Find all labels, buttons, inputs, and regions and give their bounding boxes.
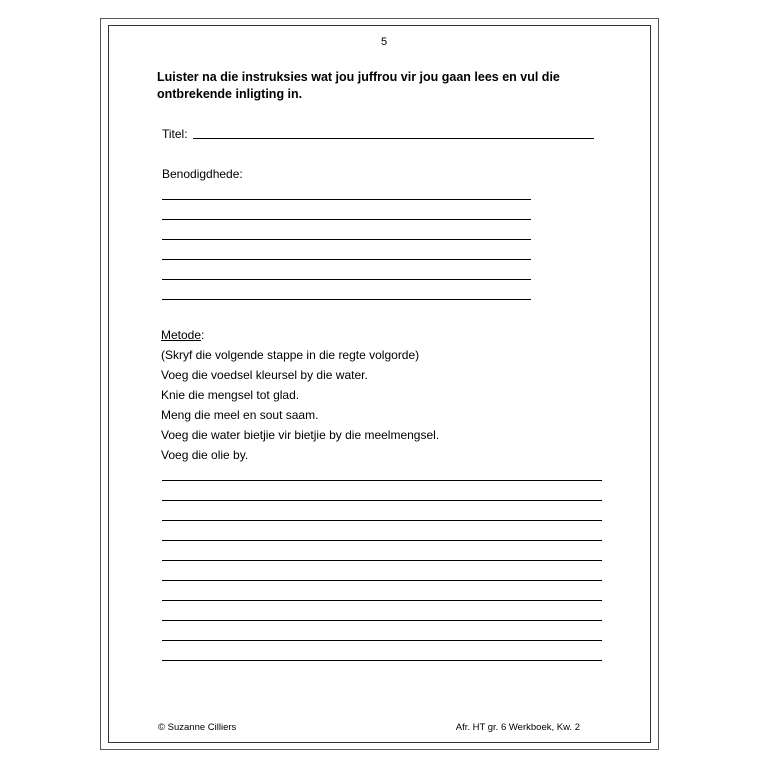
method-step: Meng die meel en sout saam.: [161, 408, 319, 422]
method-label: Metode: [161, 328, 202, 342]
ingredient-answer-line[interactable]: [162, 279, 531, 280]
method-colon: :: [201, 328, 205, 342]
footer-book-info: Afr. HT gr. 6 Werkboek, Kw. 2: [455, 722, 580, 733]
method-answer-line[interactable]: [162, 520, 602, 521]
ingredient-answer-line[interactable]: [162, 299, 531, 300]
ingredient-answer-line[interactable]: [162, 239, 531, 240]
method-answer-line[interactable]: [162, 640, 602, 641]
method-answer-line[interactable]: [162, 620, 602, 621]
method-answer-line[interactable]: [162, 540, 602, 541]
instruction-text: Luister na die instruksies wat jou juffrou vir jou gaan lees en vul die ontbrekende inligting in.: [157, 70, 560, 101]
method-answer-line[interactable]: [162, 660, 602, 661]
method-step: Voeg die water bietjie vir bietjie by die meelmengsel.: [161, 428, 440, 442]
title-answer-line[interactable]: [193, 138, 594, 139]
page-inner-border: [108, 25, 651, 743]
footer-copyright: © Suzanne Cilliers: [158, 722, 237, 733]
ingredient-answer-line[interactable]: [162, 259, 531, 260]
title-label: Titel:: [162, 127, 188, 141]
method-answer-line[interactable]: [162, 600, 602, 601]
ingredients-label: Benodigdhede:: [162, 167, 243, 181]
method-answer-line[interactable]: [162, 560, 602, 561]
ingredient-answer-line[interactable]: [162, 219, 531, 220]
method-step: Voeg die olie by.: [161, 448, 249, 462]
ingredient-answer-line[interactable]: [162, 199, 531, 200]
method-step: Knie die mengsel tot glad.: [161, 388, 300, 402]
method-answer-line[interactable]: [162, 500, 602, 501]
method-note: (Skryf die volgende stappe in die regte volgorde): [161, 348, 420, 362]
method-answer-line[interactable]: [162, 580, 602, 581]
method-step: Voeg die voedsel kleursel by die water.: [161, 368, 368, 382]
method-heading: [161, 328, 204, 342]
method-answer-line[interactable]: [162, 480, 602, 481]
page-number: 5: [380, 36, 388, 48]
